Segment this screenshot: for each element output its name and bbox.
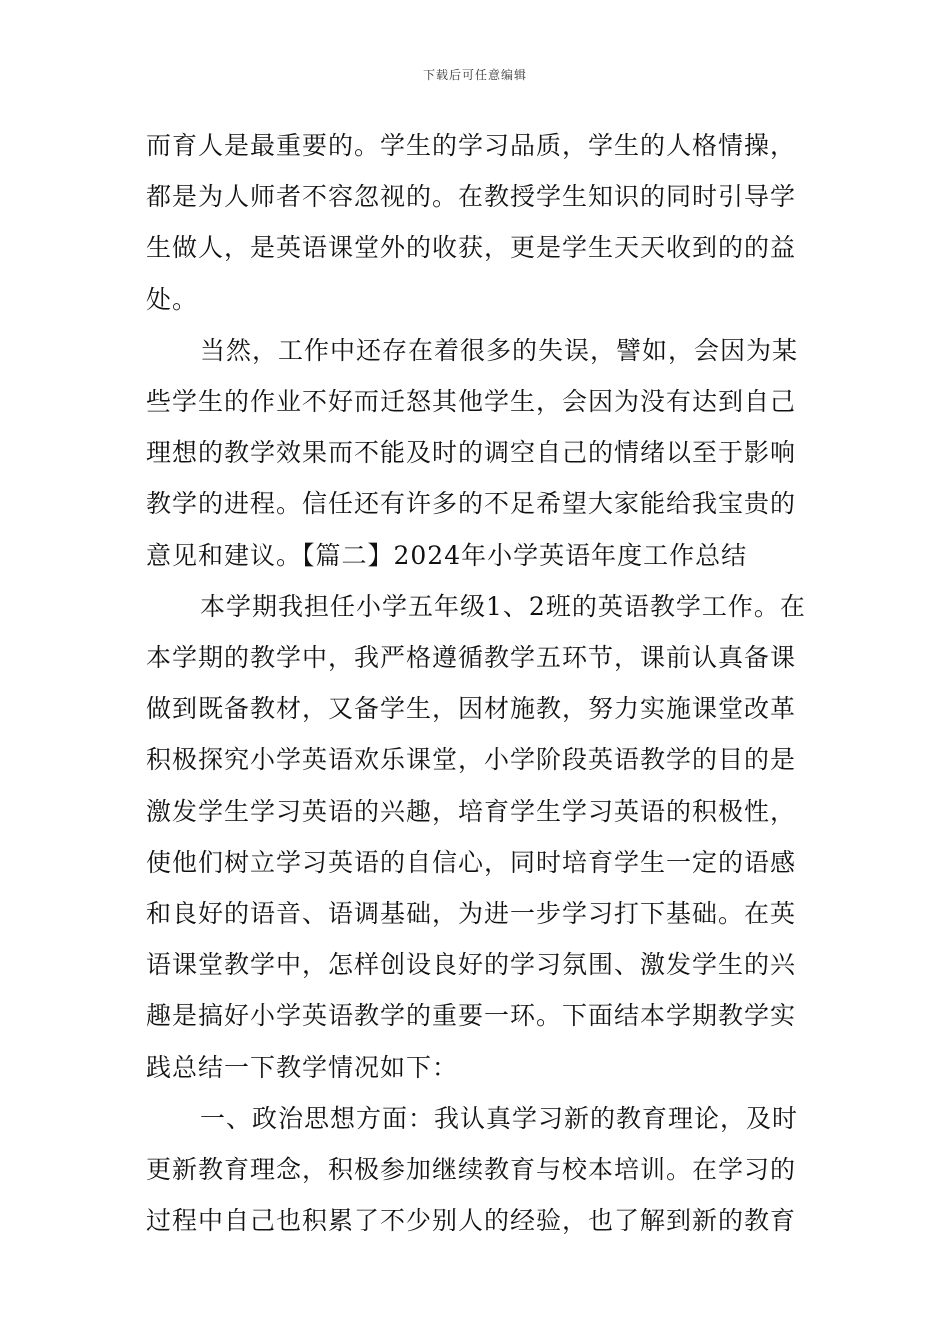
text-line: 而育人是最重要的。学生的学习品质，学生的人格情操， bbox=[146, 131, 797, 160]
text-line: 意见和建议。【篇二】2024年小学英语年度工作总结 bbox=[146, 540, 748, 570]
paragraph-start-line: 当然，工作中还存在着很多的失误，譬如，会因为某 bbox=[200, 335, 799, 365]
text-line: 语课堂教学中，怎样创设良好的学习氛围、激发学生的兴 bbox=[146, 950, 797, 980]
text-line: 和良好的语音、语调基础，为进一步学习打下基础。在英 bbox=[146, 899, 797, 929]
text-line: 激发学生学习英语的兴趣，培育学生学习英语的积极性， bbox=[146, 796, 797, 826]
text-line: 趣是搞好小学英语教学的重要一环。下面结本学期教学实 bbox=[146, 1001, 797, 1031]
text-line: 些学生的作业不好而迁怒其他学生，会因为没有达到自己 bbox=[146, 387, 797, 417]
paragraph-start-line: 一、政治思想方面：我认真学习新的教育理论，及时 bbox=[200, 1103, 799, 1133]
text-line: 使他们树立学习英语的自信心，同时培育学生一定的语感 bbox=[146, 847, 797, 877]
text-line: 教学的进程。信任还有许多的不足希望大家能给我宝贵的 bbox=[146, 489, 797, 519]
text-line: 践总结一下教学情况如下： bbox=[146, 1052, 459, 1082]
text-line: 做到既备教材，又备学生，因材施教，努力实施课堂改革 bbox=[146, 694, 797, 724]
text-line: 理想的教学效果而不能及时的调空自己的情绪以至于影响 bbox=[146, 438, 797, 468]
text-line: 都是为人师者不容忽视的。在教授学生知识的同时引导学 bbox=[146, 182, 797, 212]
document-body bbox=[146, 120, 808, 1246]
paragraph-start-line: 本学期我担任小学五年级1、2班的英语教学工作。在 bbox=[200, 591, 806, 621]
page-header: 下载后可任意编辑 bbox=[422, 68, 527, 82]
text-line: 处。 bbox=[146, 284, 199, 314]
text-line: 更新教育理念，积极参加继续教育与校本培训。在学习的 bbox=[146, 1155, 797, 1185]
text-line: 生做人，是英语课堂外的收获，更是学生天天收到的的益 bbox=[146, 233, 797, 263]
text-line: 本学期的教学中，我严格遵循教学五环节，课前认真备课 bbox=[146, 643, 797, 673]
text-line: 过程中自己也积累了不少别人的经验，也了解到新的教育 bbox=[146, 1206, 797, 1236]
text-line: 积极探究小学英语欢乐课堂，小学阶段英语教学的目的是 bbox=[146, 745, 797, 775]
